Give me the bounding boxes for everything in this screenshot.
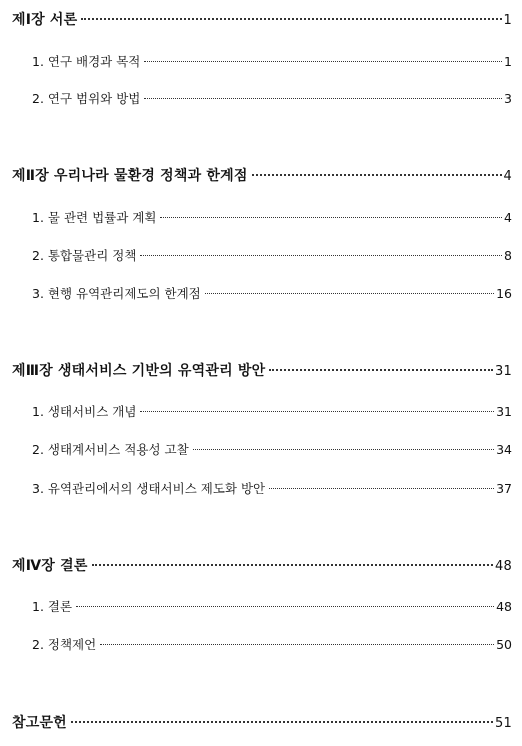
page-number: 50	[496, 637, 512, 652]
toc-chapter-4[interactable]	[12, 555, 512, 575]
dot-leader	[81, 18, 501, 20]
page-number: 51	[495, 716, 512, 731]
toc-chapter-2[interactable]	[12, 165, 512, 185]
toc-section-1-1[interactable]	[32, 52, 512, 70]
page-number: 4	[504, 210, 512, 225]
section-title: 2. 통합물관리 정책	[32, 248, 137, 263]
page-number: 31	[495, 364, 512, 379]
toc-section-2-3[interactable]	[32, 284, 512, 302]
chapter-title: 제Ⅲ장 생태서비스 기반의 유역관리 방안	[12, 363, 266, 379]
toc-section-3-1[interactable]	[32, 402, 512, 420]
section-title: 2. 정책제언	[32, 637, 97, 652]
toc-section-2-2[interactable]	[32, 246, 512, 264]
page-number: 37	[496, 481, 512, 496]
toc-references[interactable]	[12, 712, 512, 732]
page-number: 31	[496, 404, 512, 419]
dot-leader	[205, 293, 494, 294]
dot-leader	[269, 369, 493, 371]
dot-leader	[160, 217, 502, 218]
page-number: 4	[503, 169, 512, 184]
toc-section-3-3[interactable]	[32, 479, 512, 497]
dot-leader	[144, 98, 502, 99]
dot-leader	[193, 449, 494, 450]
dot-leader	[269, 488, 494, 489]
section-title: 1. 연구 배경과 목적	[32, 54, 141, 69]
section-title: 3. 현행 유역관리제도의 한계점	[32, 286, 201, 301]
page-number: 48	[496, 599, 512, 614]
toc-section-3-2[interactable]	[32, 440, 512, 458]
page-number: 1	[503, 13, 512, 28]
page-number: 34	[496, 442, 512, 457]
toc-chapter-1[interactable]	[12, 9, 512, 29]
section-title: 3. 유역관리에서의 생태서비스 제도화 방안	[32, 481, 266, 496]
references-title: 참고문헌	[12, 715, 67, 731]
section-title: 1. 생태서비스 개념	[32, 404, 137, 419]
dot-leader	[100, 644, 494, 645]
dot-leader	[92, 564, 493, 566]
page-number: 3	[504, 91, 512, 106]
toc-section-1-2[interactable]	[32, 89, 512, 107]
chapter-title: 제Ⅰ장 서론	[12, 12, 78, 28]
dot-leader	[252, 174, 502, 176]
dot-leader	[76, 606, 494, 607]
toc-chapter-3[interactable]	[12, 360, 512, 380]
toc-section-4-1[interactable]	[32, 597, 512, 615]
section-title: 1. 물 관련 법률과 계획	[32, 210, 157, 225]
section-title: 1. 결론	[32, 599, 73, 614]
page-number: 8	[504, 248, 512, 263]
dot-leader	[140, 255, 502, 256]
chapter-title: 제Ⅳ장 결론	[12, 558, 88, 574]
page-number: 1	[504, 54, 512, 69]
dot-leader	[144, 61, 502, 62]
dot-leader	[140, 411, 494, 412]
toc-section-4-2[interactable]	[32, 635, 512, 653]
page-number: 16	[496, 286, 512, 301]
toc-section-2-1[interactable]	[32, 208, 512, 226]
dot-leader	[71, 721, 493, 723]
section-title: 2. 연구 범위와 방법	[32, 91, 141, 106]
section-title: 2. 생태계서비스 적용성 고찰	[32, 442, 189, 457]
page-number: 48	[495, 559, 512, 574]
chapter-title: 제Ⅱ장 우리나라 물환경 정책과 한계점	[12, 168, 248, 184]
